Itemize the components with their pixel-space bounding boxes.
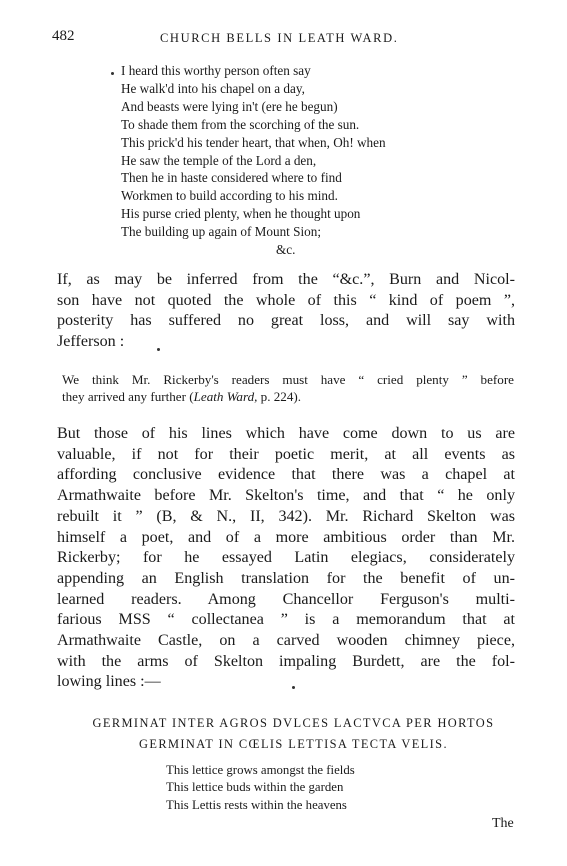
poem-line: To shade them from the scorching of the sun. <box>121 116 360 132</box>
quote-source-title: Leath Ward, <box>193 389 258 405</box>
text-line: rebuilt it ” (B, & N., II, 342). Mr. Richard Skelton was <box>57 507 515 525</box>
text-line: Rickerby; for he essayed Latin elegiacs, considerately <box>57 549 515 567</box>
quoted-passage <box>62 371 514 406</box>
translation-block <box>166 762 355 814</box>
text-line: Armathwaite Castle, on a carved wooden chimney piece, <box>57 632 515 650</box>
print-speck <box>111 72 114 75</box>
poem-etc: &c. <box>276 242 296 258</box>
text-line: son have not quoted the whole of this “ kind of poem ”, <box>57 291 515 309</box>
translation-line: This lettice buds within the garden <box>166 780 344 795</box>
text-line: Armathwaite before Mr. Skelton's time, and that “ he only <box>57 487 515 505</box>
paragraph-2 <box>57 424 515 693</box>
print-speck <box>292 686 295 689</box>
catchword: The <box>492 816 514 831</box>
text-line: affording conclusive evidence that there was a chapel at <box>57 466 515 484</box>
text-line: with the arms of Skelton impaling Burdett, are the fol- <box>57 652 515 670</box>
poem-line: The building up again of Mount Sion; <box>121 224 321 240</box>
quote-text: p. 224). <box>257 389 302 405</box>
poem-block <box>121 62 501 259</box>
text-line: appending an English translation for the benefit of un- <box>57 569 515 587</box>
poem-line: Then he in haste considered where to find <box>121 170 342 186</box>
text-line: posterity has suffered no great loss, and will say with <box>57 312 515 330</box>
text-line: Jefferson : <box>57 333 125 351</box>
text-line: farious MSS “ collectanea ” is a memorandum that at <box>57 611 515 629</box>
text-line: himself a poet, and of a more ambitious order than Mr. <box>57 528 515 546</box>
poem-line: I heard this worthy person often say <box>121 63 311 78</box>
poem-line: He saw the temple of the Lord a den, <box>121 152 317 168</box>
quote-line <box>62 388 514 405</box>
poem-line: His purse cried plenty, when he thought upon <box>121 206 361 222</box>
poem-line: And beasts were lying in't (ere he begun) <box>121 98 338 114</box>
text-line: If, as may be inferred from the “&c.”, Burn and Nicol- <box>57 271 515 288</box>
paragraph-1 <box>57 270 515 353</box>
running-title: CHURCH BELLS IN LEATH WARD. <box>160 31 399 45</box>
quote-line: We think Mr. Rickerby's readers must have “ cried plenty ” before <box>62 372 514 387</box>
poem-line: He walk'd into his chapel on a day, <box>121 80 305 96</box>
poem-line: Workmen to build according to his mind. <box>121 188 338 204</box>
page-number: 482 <box>52 28 75 44</box>
text-line: learned readers. Among Chancellor Ferguson's multi- <box>57 590 515 608</box>
translation-line: This lettice grows amongst the fields <box>166 763 355 777</box>
text-line: lowing lines :— <box>57 673 161 691</box>
inscription-line-1: GERMINAT INTER AGROS DVLCES LACTVCA PER HORTOS <box>92 716 495 730</box>
print-speck <box>157 348 160 351</box>
translation-line: This Lettis rests within the heavens <box>166 797 347 812</box>
text-line: valuable, if not for their poetic merit, at all events as <box>57 445 515 463</box>
poem-line: This prick'd his tender heart, that when, Oh! when <box>121 134 386 150</box>
inscription-line-2: GERMINAT IN CŒLIS LETTISA TECTA VELIS. <box>139 737 448 751</box>
quote-text: they arrived any further ( <box>62 389 194 405</box>
text-line: But those of his lines which have come down to us are <box>57 425 515 442</box>
